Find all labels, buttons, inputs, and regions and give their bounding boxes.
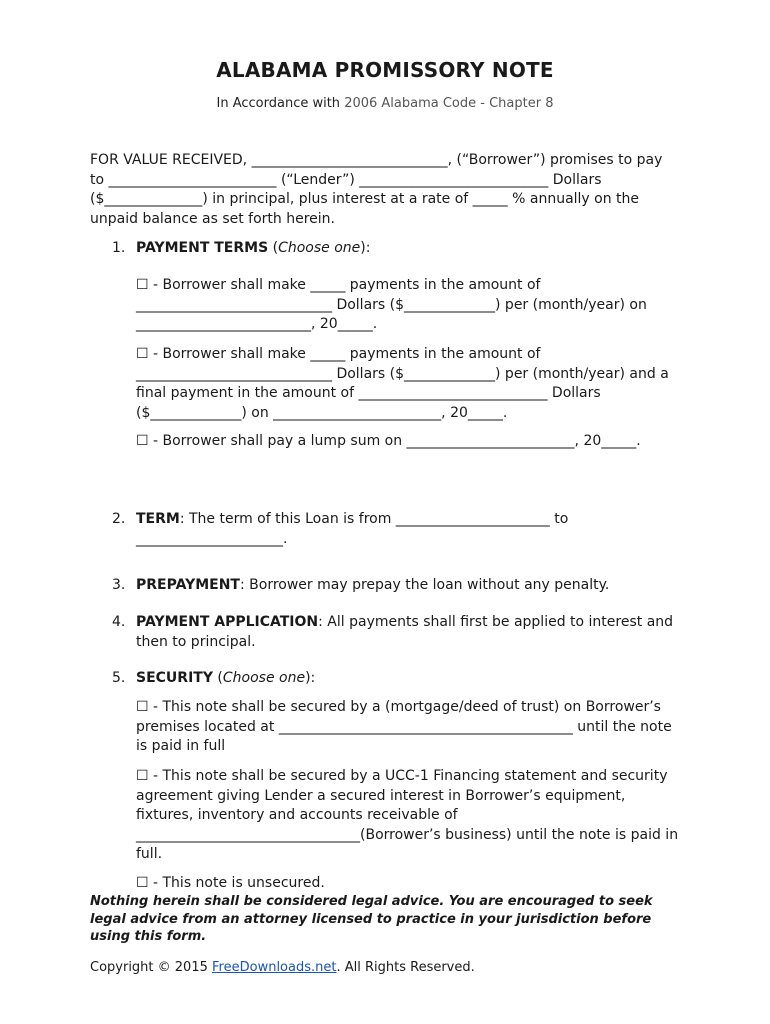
security-option-unsecured[interactable]: ☐ - This note is unsecured. (136, 875, 325, 891)
freedownloads-link[interactable]: FreeDownloads.net (212, 960, 337, 975)
copyright-suffix: . All Rights Reserved. (336, 960, 475, 975)
section-security (112, 669, 692, 689)
payment-option-installments-final[interactable]: ☐ - Borrower shall make _____ payments in the amount of ____________________________ Dollars ($_____________) per (month/year) and a final payment in the amount of ___________________________ Dollars ($_____________) on ________________________, 20_____. (136, 346, 669, 421)
section-number: 1. (112, 240, 126, 256)
section-text: : Borrower may prepay the loan without any penalty. (239, 577, 610, 593)
section-number: 4. (112, 614, 126, 630)
document-subtitle (0, 96, 770, 111)
section-heading: PAYMENT TERMS (136, 240, 269, 256)
copyright-prefix: Copyright © 2015 (90, 960, 213, 975)
payment-option-lump-sum[interactable]: ☐ - Borrower shall pay a lump sum on ________________________, 20_____. (136, 433, 641, 449)
payment-option-installments[interactable]: ☐ - Borrower shall make _____ payments in the amount of ____________________________ Dollars ($_____________) per (month/year) on _________________________, 20_____. (136, 277, 647, 332)
section-heading: TERM (136, 511, 180, 527)
legal-disclaimer: Nothing herein shall be considered legal advice. You are encouraged to seek legal advice from an attorney licensed to practice in your jurisdiction before using this form. (90, 894, 653, 944)
section-heading: PAYMENT APPLICATION (136, 614, 319, 630)
section-heading: SECURITY (136, 670, 213, 686)
document-title: ALABAMA PROMISSORY NOTE (216, 58, 554, 82)
section-choose-one: Choose one (278, 240, 361, 256)
section-text: ( (212, 670, 223, 686)
section-heading: PREPAYMENT (136, 577, 240, 593)
section-prepayment (112, 576, 692, 596)
section-payment-terms (112, 239, 692, 259)
section-number: 2. (112, 511, 126, 527)
section-choose-one: Choose one (222, 670, 306, 686)
section-text: ): (305, 670, 316, 686)
section-number: 3. (112, 577, 126, 593)
section-text: ( (268, 240, 279, 256)
section-payment-application (112, 613, 692, 652)
security-option-mortgage[interactable]: ☐ - This note shall be secured by a (mortgage/deed of trust) on Borrower’s premises located at __________________________________________ until the note is paid in full (136, 699, 672, 754)
subtitle-prefix: In Accordance with (216, 96, 345, 111)
section-text: ): (360, 240, 371, 256)
section-text: : The term of this Loan is from ______________________ to _____________________. (136, 511, 569, 547)
section-text: : All payments shall first be applied to interest and then to principal. (136, 614, 674, 650)
security-option-ucc1[interactable]: ☐ - This note shall be secured by a UCC-1 Financing statement and security agreement giving Lender a secured interest in Borrower’s equipment, fixtures, inventory and accounts receivable of ________________________________(Borrower’s business) until the note is paid in full. (136, 768, 679, 862)
subtitle-code-reference: 2006 Alabama Code - Chapter 8 (344, 96, 554, 111)
copyright-footer (90, 960, 475, 975)
section-term (112, 510, 692, 549)
section-number: 5. (112, 670, 126, 686)
intro-paragraph: FOR VALUE RECEIVED, ____________________________, (“Borrower”) promises to pay to ________________________ (“Lender”) ___________________________ Dollars ($______________) in principal, plus interest at a rate of _____ % annually on the unpaid balance as set forth herein. (90, 152, 663, 227)
